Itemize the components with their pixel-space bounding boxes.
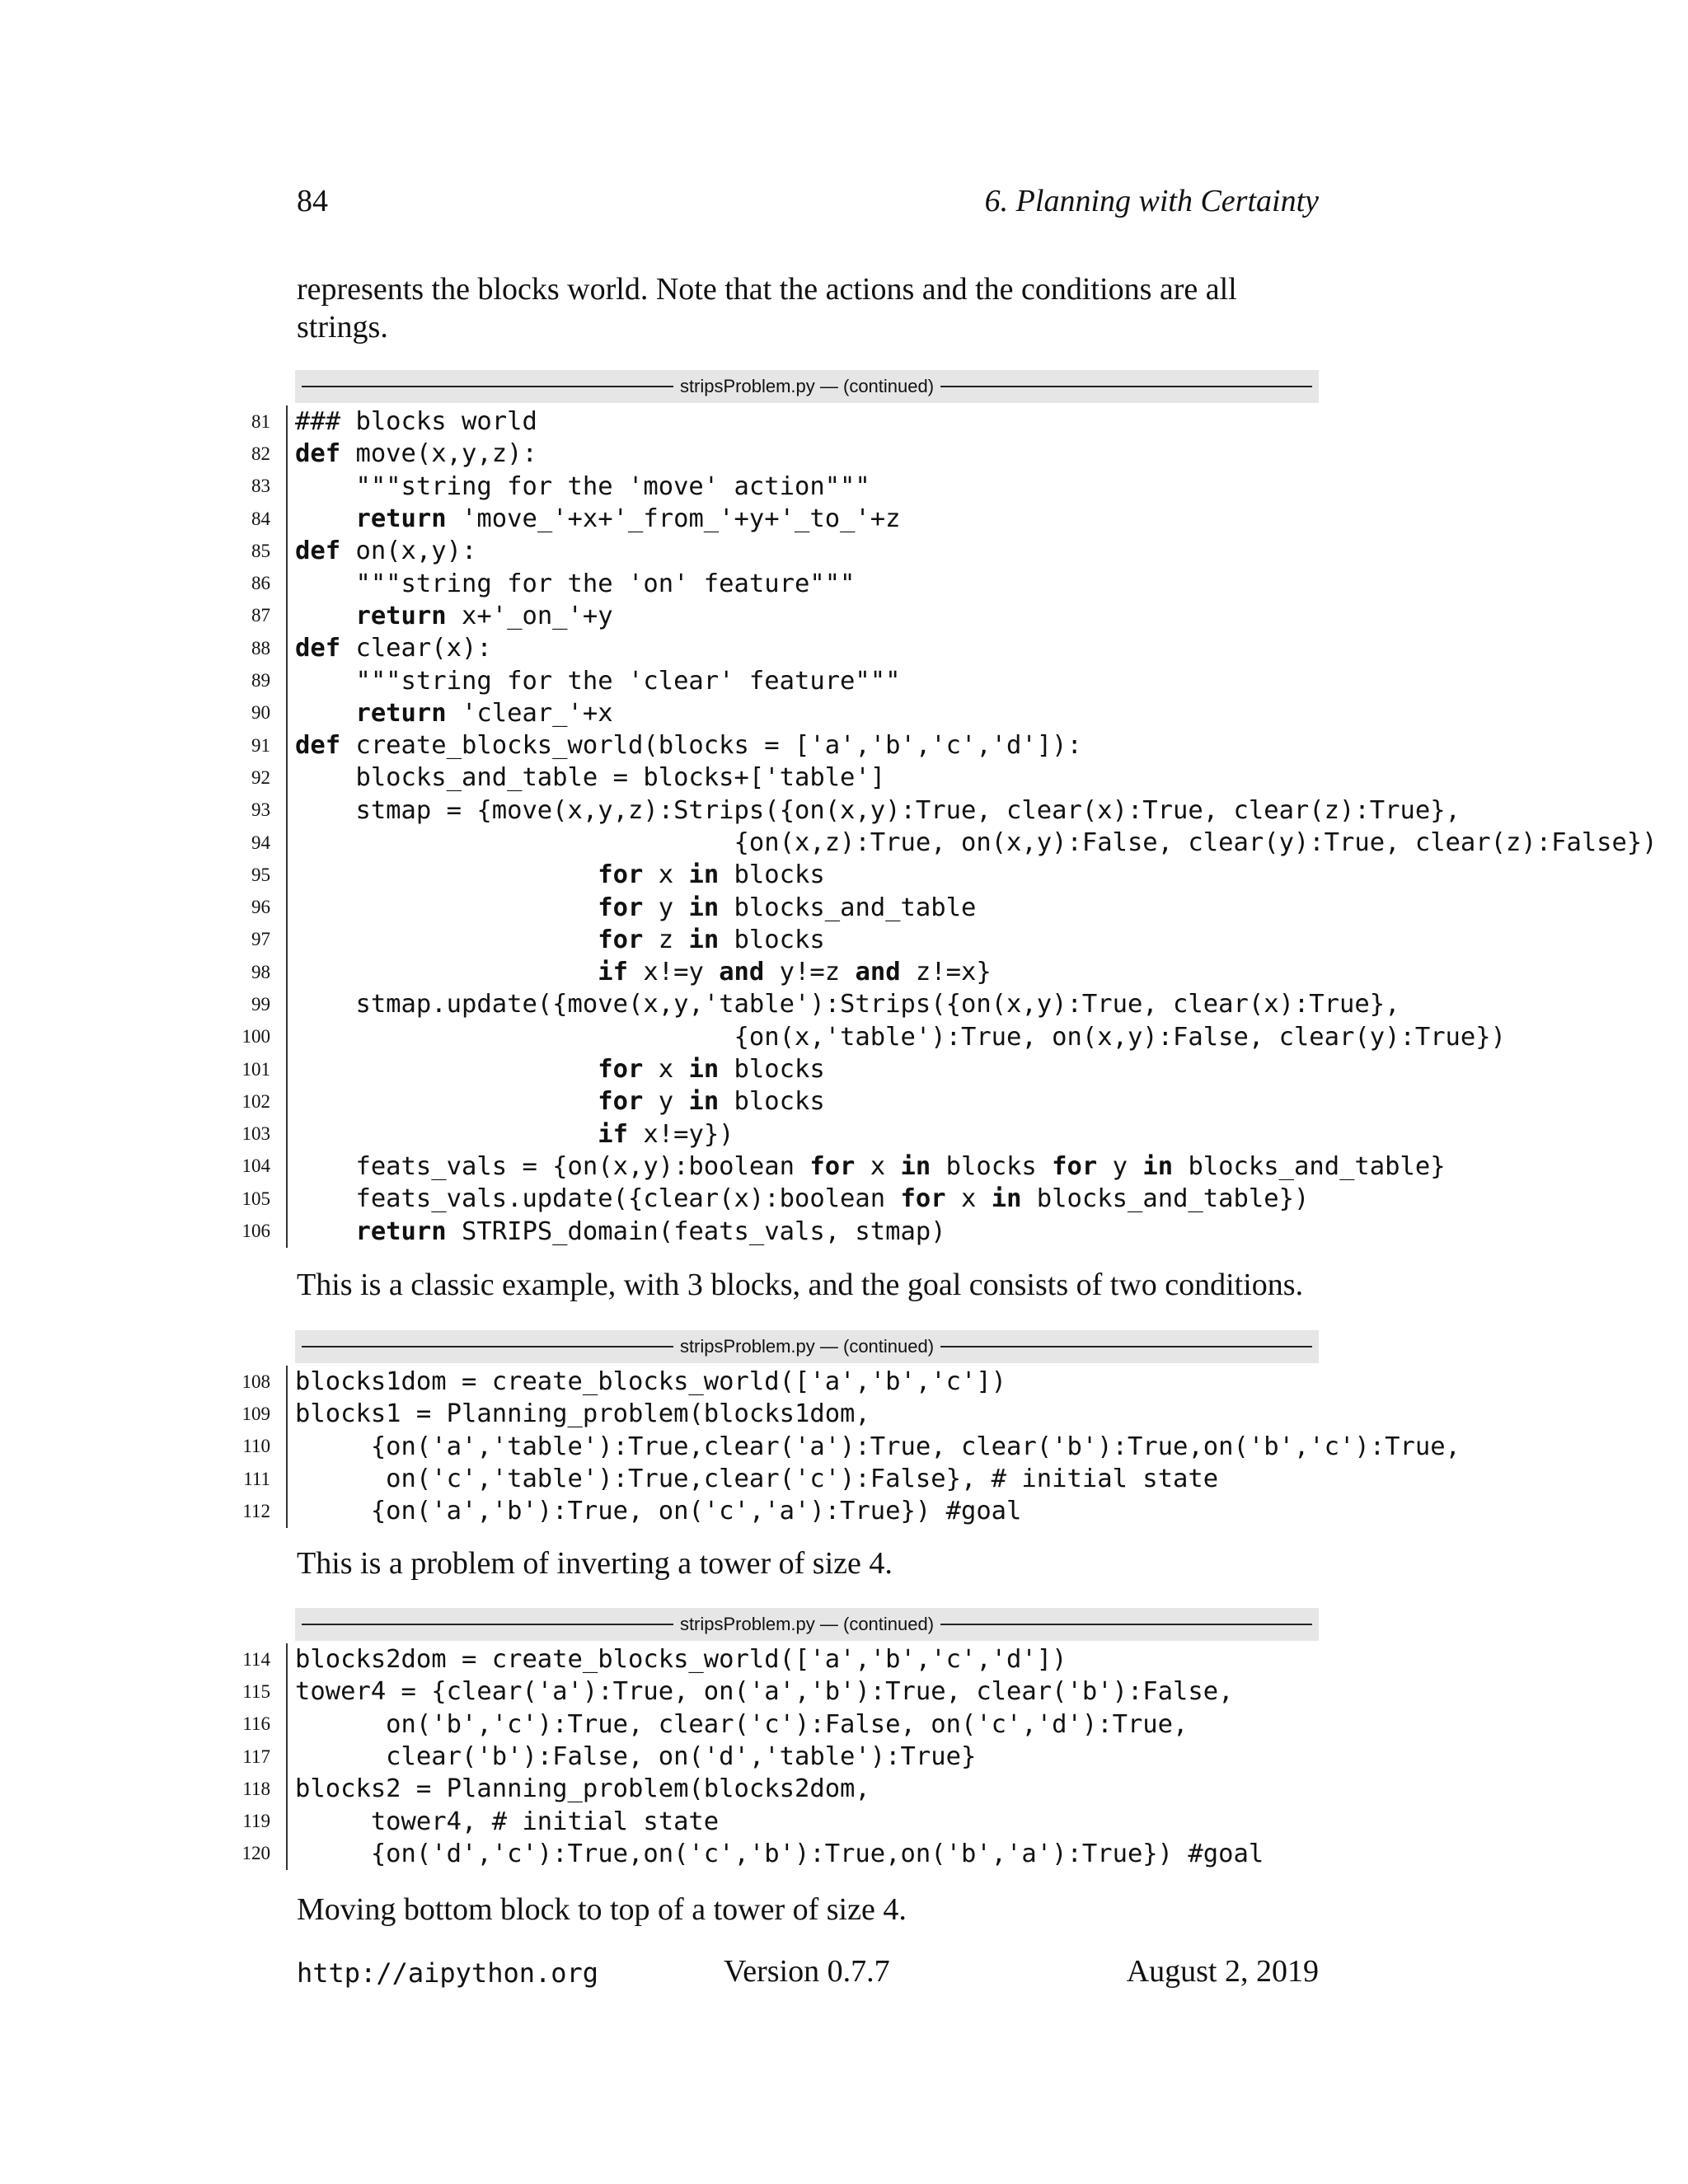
line-number: 93 bbox=[251, 799, 270, 821]
code-text: for y in blocks bbox=[598, 1087, 825, 1117]
line-number: 90 bbox=[251, 702, 270, 724]
line-number: 118 bbox=[242, 1778, 270, 1799]
code-text: for x in blocks bbox=[598, 1055, 825, 1085]
code-line bbox=[0, 1741, 1688, 1773]
code-text: return STRIPS_domain(feats_vals, stmap) bbox=[355, 1216, 946, 1246]
code-text: return 'move_'+x+'_from_'+y+'_to_'+z bbox=[355, 504, 901, 534]
line-number: 97 bbox=[251, 929, 270, 950]
code-line bbox=[0, 1215, 1688, 1247]
line-number: 101 bbox=[241, 1058, 270, 1080]
line-number: 94 bbox=[251, 832, 270, 853]
code-line bbox=[0, 1053, 1688, 1085]
code-text: tower4 = {clear('a'):True, on('a','b'):True, clear('b'):False, bbox=[295, 1677, 1234, 1707]
code-line bbox=[0, 438, 1688, 470]
line-number: 119 bbox=[242, 1811, 270, 1832]
code-text: def clear(x): bbox=[295, 634, 492, 663]
code-line bbox=[0, 471, 1688, 503]
code-line bbox=[0, 600, 1688, 632]
code-text: stmap.update({move(x,y,'table'):Strips({on(x,y):True, clear(x):True}, bbox=[295, 990, 1400, 1019]
code-text: {on('d','c'):True,on('c','b'):True,on('b','a'):True}) #goal bbox=[295, 1839, 1264, 1868]
line-number: 88 bbox=[251, 637, 270, 658]
code-text: clear('b'):False, on('d','table'):True} bbox=[295, 1742, 977, 1772]
listing-left-rule bbox=[286, 1366, 288, 1528]
listing-header-1 bbox=[295, 370, 1319, 403]
code-line bbox=[0, 891, 1688, 923]
code-text: feats_vals = {on(x,y):boolean for x in blocks for y in blocks_and_table} bbox=[295, 1151, 1446, 1181]
code-line bbox=[0, 794, 1688, 827]
code-text: {on('a','table'):True,clear('a'):True, clear('b'):True,on('b','c'):True, bbox=[295, 1432, 1461, 1461]
line-number: 83 bbox=[251, 476, 270, 497]
paragraph-2: This is a classic example, with 3 blocks, and the goal consists of two conditions. bbox=[297, 1268, 1304, 1302]
code-line bbox=[0, 1366, 1688, 1398]
code-text: def on(x,y): bbox=[295, 537, 477, 566]
line-number: 81 bbox=[251, 410, 270, 432]
code-text: ### blocks world bbox=[295, 407, 537, 437]
line-number: 99 bbox=[251, 993, 270, 1015]
code-text: """string for the 'on' feature""" bbox=[295, 569, 856, 598]
line-number: 91 bbox=[251, 734, 270, 756]
line-number: 104 bbox=[241, 1155, 270, 1177]
listing-title: stripsProblem.py — (continued) bbox=[679, 376, 935, 396]
code-line bbox=[0, 567, 1688, 599]
code-text: {on('a','b'):True, on('c','a'):True}) #goal bbox=[295, 1497, 1022, 1526]
line-number: 105 bbox=[241, 1188, 270, 1209]
code-text: if x!=y}) bbox=[598, 1119, 734, 1149]
line-number: 111 bbox=[243, 1468, 270, 1489]
line-number: 115 bbox=[242, 1680, 270, 1702]
code-line bbox=[0, 1021, 1688, 1053]
code-line bbox=[0, 535, 1688, 567]
code-text: def move(x,y,z): bbox=[295, 439, 537, 469]
code-line bbox=[0, 1675, 1688, 1708]
code-text: tower4, # initial state bbox=[295, 1807, 720, 1836]
code-listing-2 bbox=[0, 1366, 1688, 1527]
code-line bbox=[0, 1431, 1688, 1463]
line-number: 92 bbox=[251, 766, 270, 788]
line-number: 114 bbox=[242, 1648, 270, 1670]
footer-version: Version 0.7.7 bbox=[724, 1954, 890, 1989]
paragraph-4: Moving bottom block to top of a tower of size 4. bbox=[297, 1892, 907, 1927]
code-text: feats_vals.update({clear(x):boolean for x in blocks_and_table}) bbox=[295, 1184, 1310, 1214]
chapter-title: 6. Planning with Certainty bbox=[984, 184, 1319, 218]
listing-header-3 bbox=[295, 1608, 1319, 1641]
code-line bbox=[0, 697, 1688, 729]
listing-header-2 bbox=[295, 1330, 1319, 1363]
line-number: 103 bbox=[241, 1123, 270, 1145]
line-number: 86 bbox=[251, 573, 270, 594]
code-text: {on(x,z):True, on(x,y):False, clear(y):True, clear(z):False}) bbox=[295, 828, 1658, 857]
page-number: 84 bbox=[297, 184, 328, 218]
code-text: blocks_and_table = blocks+['table'] bbox=[295, 763, 886, 793]
line-number: 95 bbox=[251, 864, 270, 885]
code-text: for z in blocks bbox=[598, 925, 825, 954]
code-line bbox=[0, 1183, 1688, 1215]
listing-title: stripsProblem.py — (continued) bbox=[679, 1614, 935, 1634]
code-line bbox=[0, 1838, 1688, 1870]
line-number: 96 bbox=[251, 897, 270, 918]
paragraph-3: This is a problem of inverting a tower of size 4. bbox=[297, 1546, 893, 1581]
code-line bbox=[0, 405, 1688, 438]
line-number: 87 bbox=[251, 605, 270, 626]
line-number: 85 bbox=[251, 540, 270, 561]
line-number: 82 bbox=[251, 443, 270, 464]
code-text: on('b','c'):True, clear('c'):False, on('c','d'):True, bbox=[295, 1709, 1189, 1739]
line-number: 98 bbox=[251, 961, 270, 982]
code-line bbox=[0, 827, 1688, 859]
code-text: blocks1 = Planning_problem(blocks1dom, bbox=[295, 1399, 870, 1429]
code-line bbox=[0, 762, 1688, 794]
code-text: if x!=y and y!=z and z!=x} bbox=[598, 958, 992, 987]
code-text: for x in blocks bbox=[598, 860, 825, 890]
line-number: 112 bbox=[242, 1500, 270, 1521]
line-number: 108 bbox=[241, 1371, 270, 1392]
code-text: for y in blocks_and_table bbox=[598, 893, 977, 922]
code-text: """string for the 'move' action""" bbox=[295, 471, 870, 501]
line-number: 116 bbox=[242, 1713, 270, 1735]
code-listing-1 bbox=[0, 405, 1688, 1248]
code-text: return x+'_on_'+y bbox=[355, 601, 613, 630]
code-line bbox=[0, 1708, 1688, 1741]
code-text: def create_blocks_world(blocks = ['a','b','c','d']): bbox=[295, 731, 1082, 761]
code-line bbox=[0, 1773, 1688, 1805]
code-line bbox=[0, 859, 1688, 891]
code-line bbox=[0, 988, 1688, 1020]
line-number: 106 bbox=[241, 1221, 270, 1242]
code-text: """string for the 'clear' feature""" bbox=[295, 666, 901, 696]
code-line bbox=[0, 503, 1688, 535]
line-number: 89 bbox=[251, 670, 270, 691]
code-text: return 'clear_'+x bbox=[355, 698, 613, 728]
code-text: stmap = {move(x,y,z):Strips({on(x,y):True, clear(x):True, clear(z):True}, bbox=[295, 795, 1461, 825]
listing-left-rule bbox=[286, 405, 288, 1248]
line-number: 110 bbox=[242, 1436, 270, 1457]
line-number: 109 bbox=[241, 1403, 270, 1424]
code-listing-3 bbox=[0, 1643, 1688, 1870]
code-text: blocks2dom = create_blocks_world(['a','b','c','d']) bbox=[295, 1645, 1067, 1675]
code-line bbox=[0, 1085, 1688, 1118]
line-number: 84 bbox=[251, 508, 270, 529]
code-line bbox=[0, 1805, 1688, 1837]
code-line bbox=[0, 729, 1688, 762]
code-line bbox=[0, 1495, 1688, 1527]
code-line bbox=[0, 924, 1688, 956]
code-text: on('c','table'):True,clear('c'):False}, # initial state bbox=[295, 1465, 1219, 1494]
line-number: 100 bbox=[241, 1026, 270, 1047]
line-number: 120 bbox=[241, 1843, 270, 1864]
intro-paragraph: represents the blocks world. Note that the actions and the conditions are all strings. bbox=[297, 272, 1237, 344]
listing-left-rule bbox=[286, 1643, 288, 1870]
code-line bbox=[0, 1398, 1688, 1430]
code-text: blocks2 = Planning_problem(blocks2dom, bbox=[295, 1774, 870, 1804]
code-line bbox=[0, 956, 1688, 988]
code-line bbox=[0, 1118, 1688, 1151]
listing-title: stripsProblem.py — (continued) bbox=[679, 1336, 935, 1357]
code-text: {on(x,'table'):True, on(x,y):False, clear(y):True}) bbox=[295, 1022, 1507, 1052]
code-line bbox=[0, 632, 1688, 664]
footer-date: August 2, 2019 bbox=[1126, 1954, 1319, 1989]
code-line bbox=[0, 1643, 1688, 1675]
line-number: 117 bbox=[242, 1746, 270, 1767]
code-line bbox=[0, 1151, 1688, 1183]
code-line bbox=[0, 1463, 1688, 1495]
code-text: blocks1dom = create_blocks_world(['a','b','c']) bbox=[295, 1367, 1007, 1397]
line-number: 102 bbox=[241, 1090, 270, 1112]
code-line bbox=[0, 664, 1688, 696]
footer-url: http://aipython.org bbox=[297, 1957, 599, 1989]
